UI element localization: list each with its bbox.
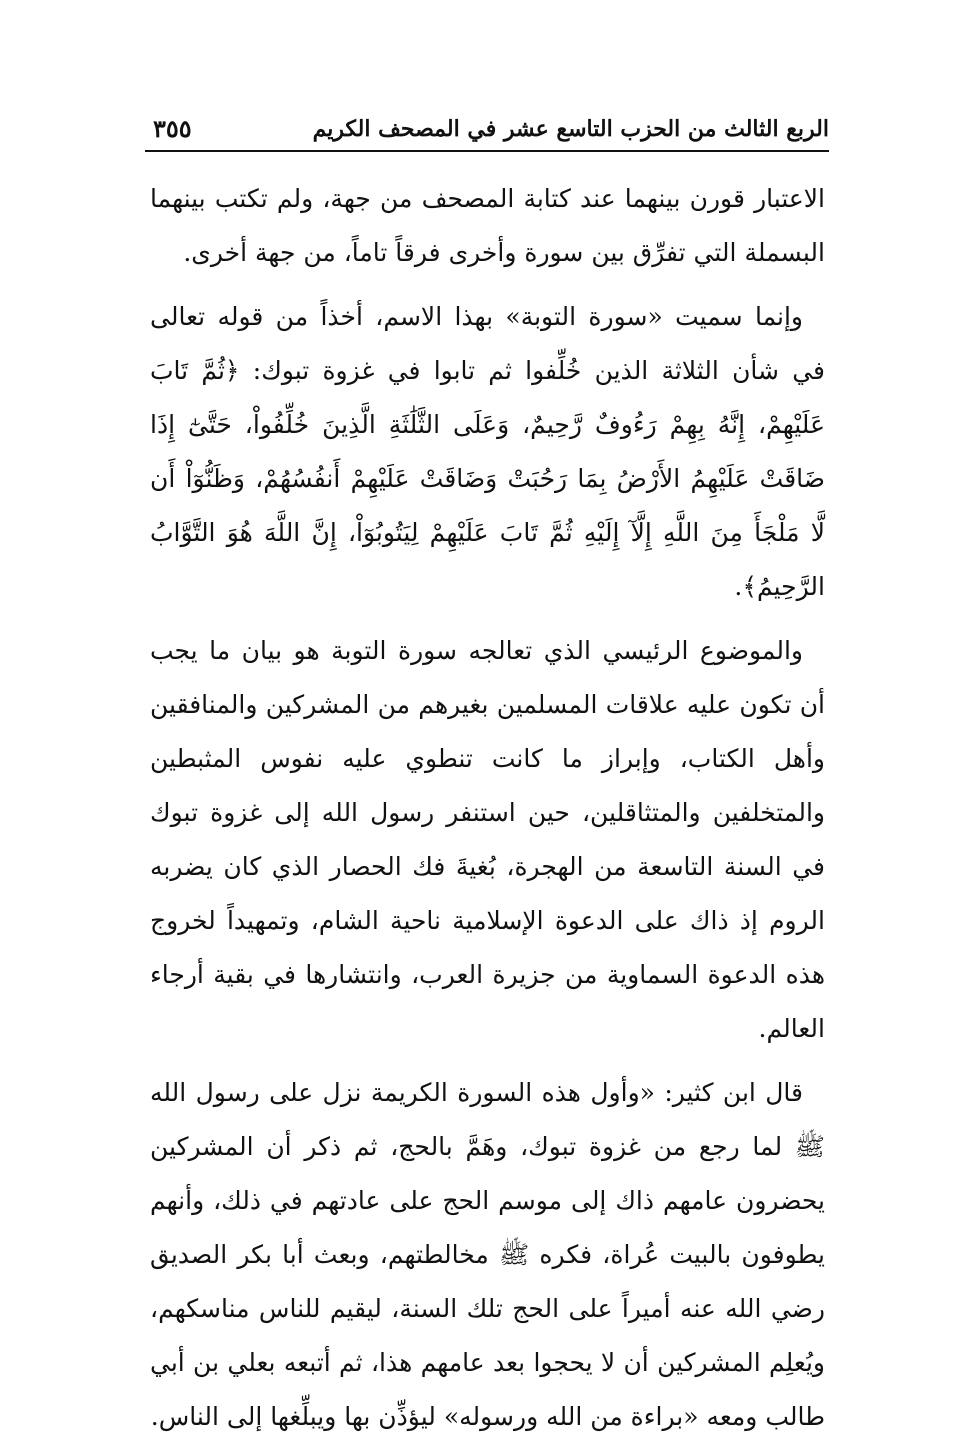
running-header	[145, 112, 829, 152]
paragraph-1: الاعتبار قورن بينهما عند كتابة المصحف من جهة، ولم تكتب بينهما البسملة التي تفرِّق بين سورة وأخرى فرقاً تاماً، من جهة أخرى.	[150, 184, 825, 267]
paragraph-3: والموضوع الرئيسي الذي تعالجه سورة التوبة هو بيان ما يجب أن تكون عليه علاقات المسلمين بغيرهم من المشركين والمنافقين وأهل الكتاب، وإبراز ما كانت تنطوي عليه نفوس المثبطين والمتخلفين والمتثاقلين، حين استنفر رسول الله إلى غزوة تبوك في السنة التاسعة من الهجرة، بُغيةَ فك الحصار الذي كان يضربه الروم إذ ذاك على الدعوة الإسلامية ناحية الشام، وتمهيداً لخروج هذه الدعوة السماوية من جزيرة العرب، وانتشارها في بقية أرجاء العالم.	[150, 636, 825, 1043]
running-title: الربع الثالث من الحزب التاسع عشر في المصحف الكريم	[312, 116, 829, 142]
body-text	[150, 172, 825, 1454]
page-number: ٣٥٥	[153, 114, 192, 143]
paragraph-2: وإنما سميت «سورة التوبة» بهذا الاسم، أخذاً من قوله تعالى في شأن الثلاثة الذين خُلِّفوا ثم تابوا في غزوة تبوك: ﴿ثُمَّ تَابَ عَلَيْهِمْ، إِنَّهُ بِهِمْ رَءُوفٌ رَّحِيمٌ، وَعَلَى الثَّلَٰثَةِ الَّذِينَ خُلِّفُواْ، حَتَّىٰٓ إِذَا ضَاقَتْ عَلَيْهِمُ الأَرْضُ بِمَا رَحُبَتْ وَضَاقَتْ عَلَيْهِمْ أَنفُسُهُمْ، وَظَنُّوٓاْ أَن لَّا مَلْجَأَ مِنَ اللَّهِ إِلَّآ إِلَيْهِ ثُمَّ تَابَ عَلَيْهِمْ لِيَتُوبُوٓاْ، إِنَّ اللَّهَ هُوَ التَّوَّابُ الرَّحِيمُ﴾.	[150, 302, 825, 601]
paragraph-4: قال ابن كثير: «وأول هذه السورة الكريمة نزل على رسول الله ﷺ لما رجع من غزوة تبوك، وهَمَّ بالحج، ثم ذكر أن المشركين يحضرون عامهم ذاك إلى موسم الحج على عادتهم في ذلك، وأنهم يطوفون بالبيت عُراة، فكره ﷺ مخالطتهم، وبعث أبا بكر الصديق رضي الله عنه أميراً على الحج تلك السنة، ليقيم للناس مناسكهم، ويُعلِم المشركين أن لا يحجوا بعد عامهم هذا، ثم أتبعه بعلي بن أبي طالب ومعه «براءة من الله ورسوله» ليؤذِّن بها ويبلِّغها إلى الناس.	[150, 1078, 825, 1431]
header-divider	[145, 150, 829, 152]
